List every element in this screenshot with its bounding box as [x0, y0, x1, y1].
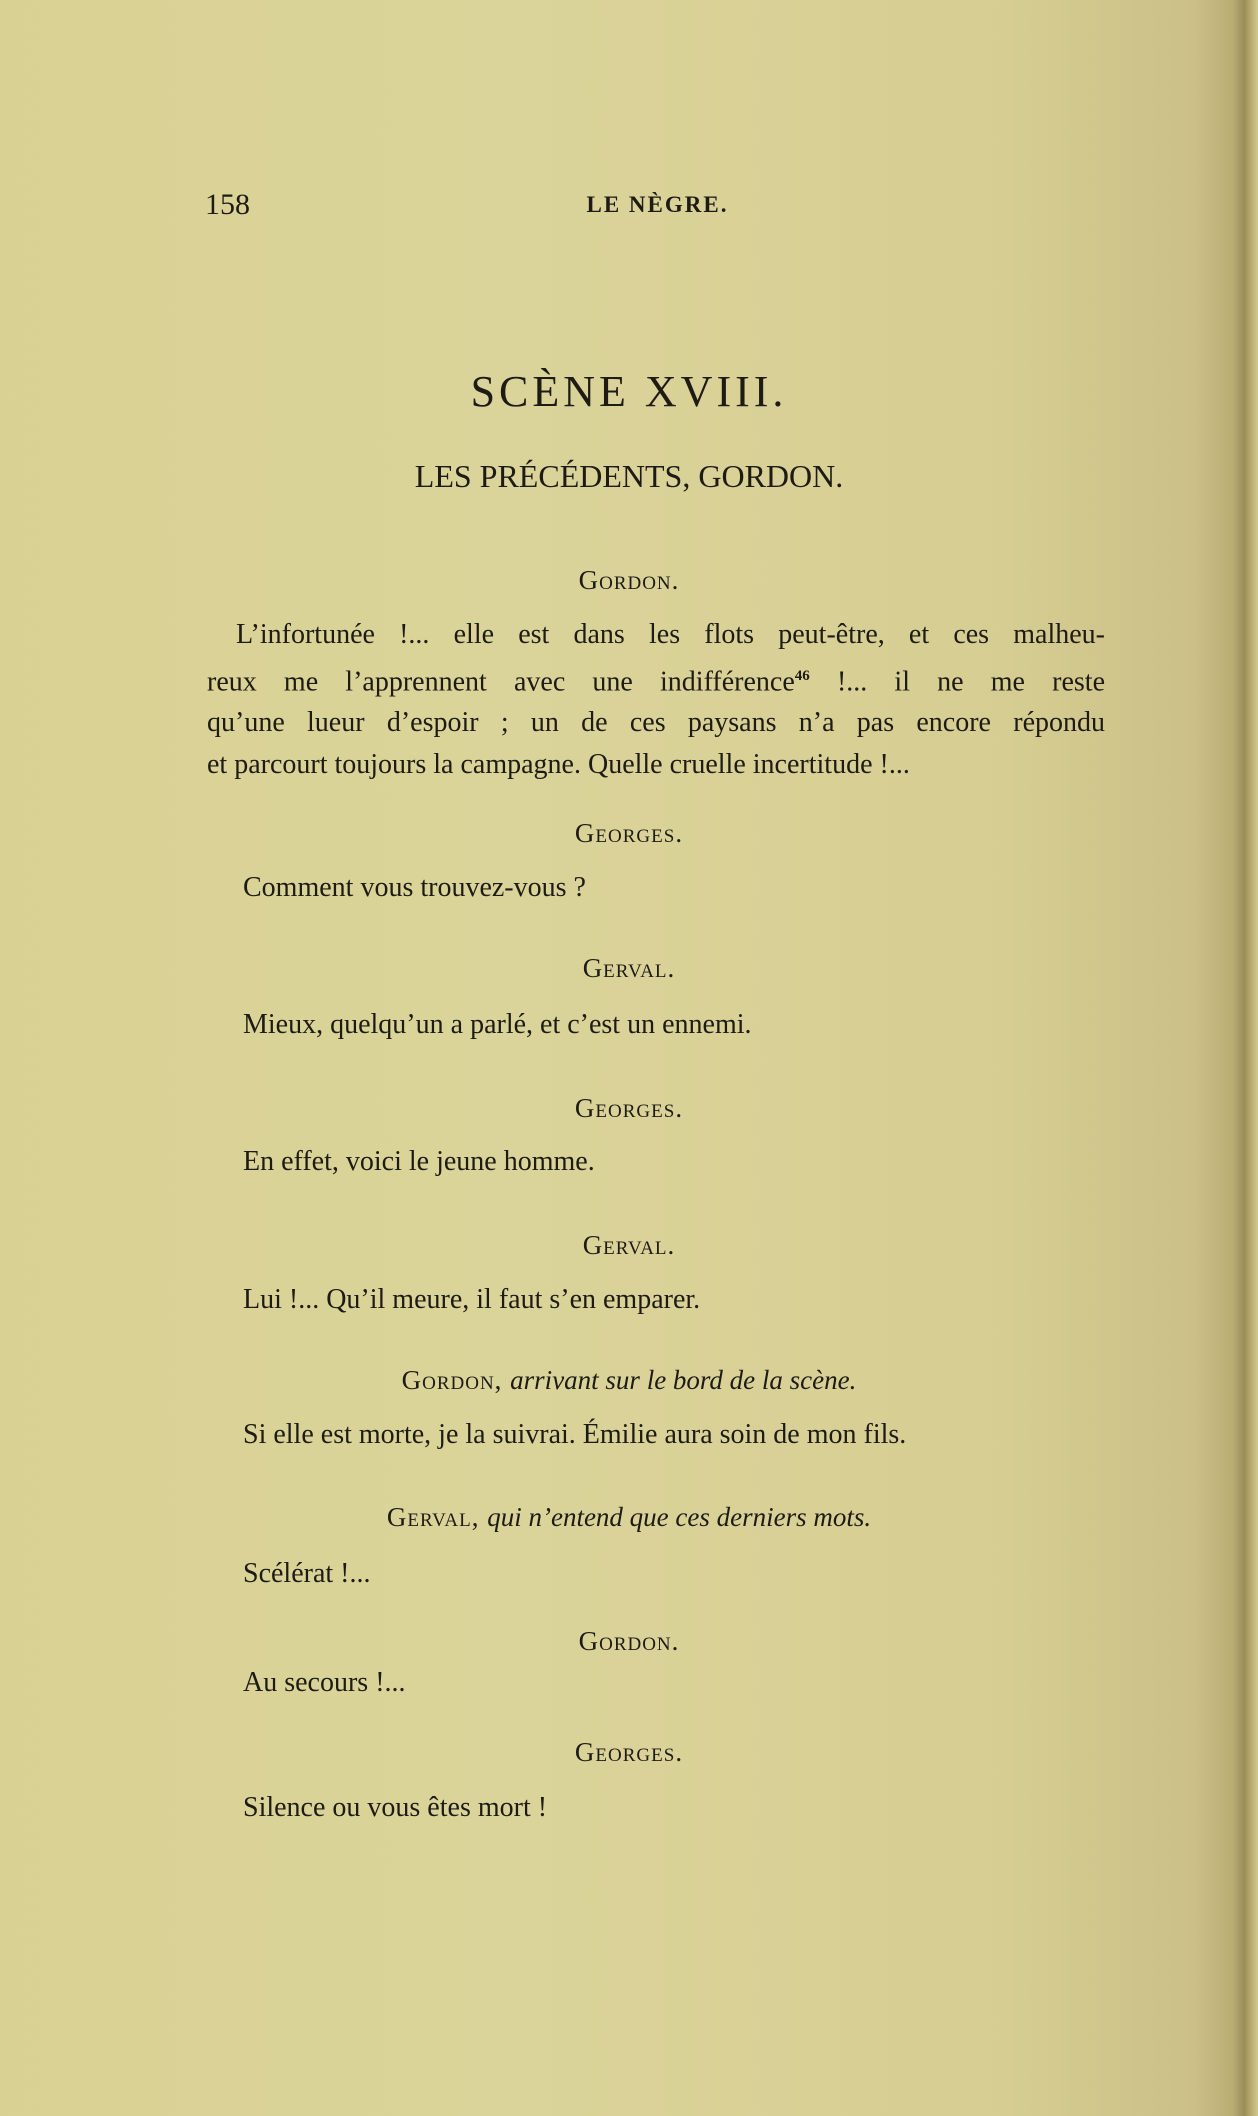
speaker-name: Georges. [574, 1737, 684, 1767]
speech-line: Scélérat !... [243, 1558, 371, 1589]
stage-direction: arrivant sur le bord de la scène. [510, 1365, 857, 1395]
speech-line: En effet, voici le jeune homme. [243, 1146, 595, 1177]
speaker-name: Gerval. [582, 1230, 676, 1260]
stage-direction: qui n’entend que ces derniers mots. [487, 1502, 872, 1532]
scene-characters: LES PRÉCÉDENTS, GORDON. [414, 458, 844, 494]
speech-line: Lui !... Qu’il meure, il faut s’en emparer. [243, 1284, 701, 1315]
speaker-with-direction [0, 1502, 1258, 1533]
speaker-name: Gordon. [578, 565, 680, 595]
speaker-name: Georges. [574, 1093, 684, 1123]
text-segment: reux me l’apprennent avec une indifférence [207, 665, 795, 697]
text-segment: !... il ne me reste [836, 665, 1105, 697]
running-title: LE NÈGRE. [586, 192, 729, 217]
text-line: et parcourt toujours la campagne. Quelle cruelle incertitude !... [207, 748, 910, 780]
text-line [207, 656, 1105, 703]
text-line: qu’une lueur d’espoir ; un de ces paysans n’a pas encore répondu [207, 707, 1105, 739]
speech-line: Comment vous trouvez-vous ? [243, 872, 586, 903]
speaker-name: Gerval, [386, 1502, 480, 1532]
speaker-name: Georges. [574, 818, 684, 848]
speaker-name: Gordon. [578, 1626, 680, 1656]
speech-line: Silence ou vous êtes mort ! [243, 1792, 548, 1823]
scene-title: SCÈNE XVIII. [470, 367, 788, 416]
page-number: 158 [205, 188, 250, 221]
speech-line: Mieux, quelqu’un a parlé, et c’est un ennemi. [243, 1009, 752, 1040]
text-line: L’infortunée !... elle est dans les flots peut-être, et ces malheu- [236, 619, 1105, 650]
book-spine-edge [1244, 0, 1258, 2116]
footnote-ref[interactable]: 46 [794, 667, 810, 684]
speaker-with-direction [0, 1365, 1258, 1396]
speech-paragraph [207, 614, 1105, 785]
speech-line: Au secours !... [243, 1667, 406, 1698]
speaker-name: Gerval. [582, 953, 676, 983]
speech-line: Si elle est morte, je la suivrai. Émilie aura soin de mon fils. [243, 1419, 907, 1450]
speaker-name: Gordon, [401, 1365, 503, 1395]
